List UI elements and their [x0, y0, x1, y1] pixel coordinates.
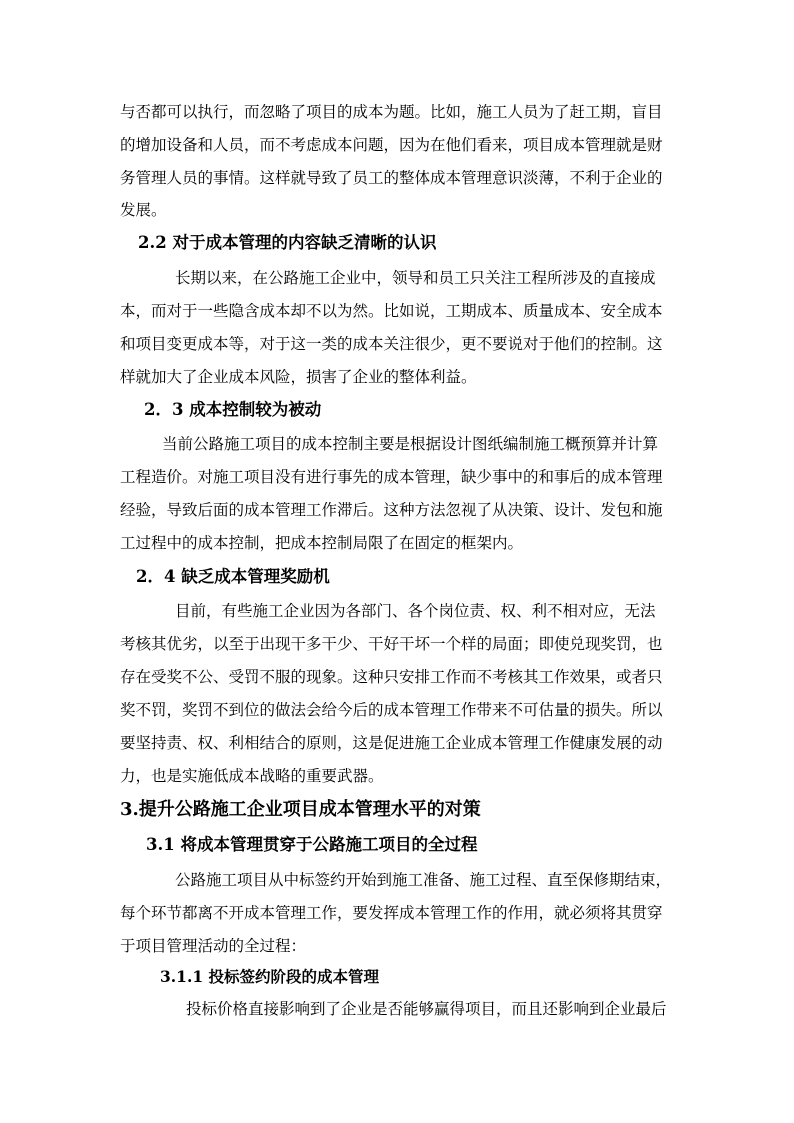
- paragraph-line: 每个环节都离不开成本管理工作，要发挥成本管理工作的作用，就必须将其贯穿: [120, 904, 663, 922]
- paragraph-line: 要坚持责、权、利相结合的原则，这是促进施工企业成本管理工作健康发展的动: [120, 734, 663, 752]
- paragraph-line: 发展。: [120, 201, 167, 219]
- paragraph-line: 当前公路施工项目的成本控制主要是根据设计图纸编制施工概预算并计算: [162, 435, 659, 453]
- section-heading-3-1: 3.1 将成本管理贯穿于公路施工项目的全过程: [146, 835, 478, 854]
- subsection-heading-3-1-1: 3.1.1 投标签约阶段的成本管理: [160, 967, 380, 986]
- section-heading-2-3: 2．3 成本控制较为被动: [144, 400, 322, 419]
- section-heading-2-2: 2.2 对于成本管理的内容缺乏清晰的认识: [138, 233, 437, 252]
- paragraph-line: 工过程中的成本控制，把成本控制局限了在固定的框架内。: [120, 534, 524, 552]
- paragraph-line: 奖不罚，奖罚不到位的做法会给今后的成本管理工作带来不可估量的损失。所以: [120, 701, 663, 719]
- paragraph-line: 考核其优劣，以至于出现干多干少、干好干坏一个样的局面；即使兑现奖罚，也: [120, 635, 663, 653]
- paragraph-line: 与否都可以执行，而忽略了项目的成本为题。比如，施工人员为了赶工期，盲目: [120, 103, 663, 121]
- paragraph-line: 和项目变更成本等，对于这一类的成本关注很少，更不要说对于他们的控制。这: [120, 335, 663, 353]
- paragraph-line: 经验，导致后面的成本管理工作滞后。这种方法忽视了从决策、设计、发包和施: [120, 501, 663, 519]
- paragraph-line: 务管理人员的事情。这样就导致了员工的整体成本管理意识淡薄，不利于企业的: [120, 169, 663, 187]
- paragraph-line: 力，也是实施低成本战略的重要武器。: [120, 767, 384, 785]
- paragraph-line: 存在受奖不公、受罚不服的现象。这种只安排工作而不考核其工作效果，或者只: [120, 668, 663, 686]
- paragraph-line: 的增加设备和人员，而不考虑成本问题，因为在他们看来，项目成本管理就是财: [120, 136, 663, 154]
- section-heading-2-4: 2．4 缺乏成本管理奖励机: [136, 567, 330, 586]
- paragraph-line: 工程造价。对施工项目没有进行事先的成本管理，缺少事中的和事后的成本管理: [120, 468, 663, 486]
- chapter-heading-3: 3.提升公路施工企业项目成本管理水平的对策: [120, 799, 481, 820]
- paragraph-line: 目前，有些施工企业因为各部门、各个岗位责、权、利不相对应，无法: [175, 602, 656, 620]
- paragraph-line: 投标价格直接影响到了企业是否能够赢得项目，而且还影响到企业最后: [186, 1000, 667, 1018]
- paragraph-line: 公路施工项目从中标签约开始到施工准备、施工过程、直至保修期结束，: [175, 871, 672, 889]
- paragraph-line: 样就加大了企业成本风险，损害了企业的整体利益。: [120, 368, 477, 386]
- paragraph-line: 于项目管理活动的全过程：: [120, 937, 307, 955]
- paragraph-line: 本，而对于一些隐含成本却不以为然。比如说，工期成本、质量成本、安全成本: [120, 302, 663, 320]
- paragraph-line: 长期以来，在公路施工企业中，领导和员工只关注工程所涉及的直接成: [175, 269, 656, 287]
